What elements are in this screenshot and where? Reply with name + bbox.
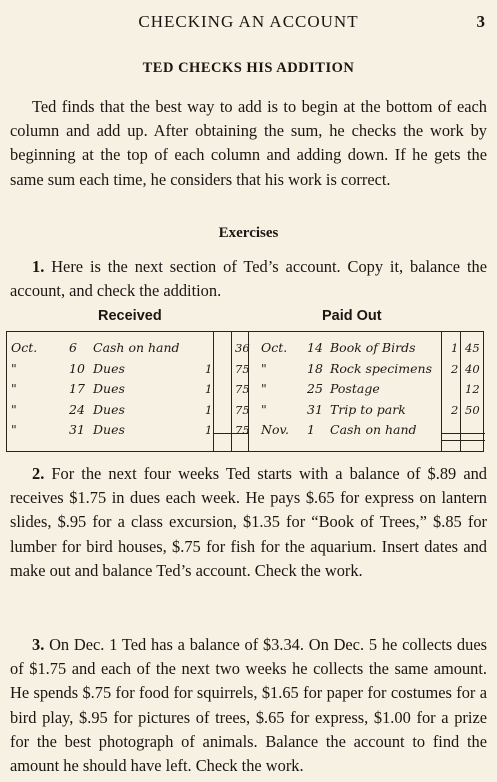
received-heading: Received	[98, 308, 162, 324]
paid-item: Book of Birds	[330, 340, 416, 355]
received-month: Oct.	[11, 340, 38, 355]
running-title: CHECKING AN ACCOUNT	[138, 12, 359, 31]
paid-cents: 45	[465, 341, 480, 355]
received-item: Dues	[93, 401, 125, 417]
paid-dollars: 2	[451, 361, 459, 376]
received-dollars: 1	[205, 361, 213, 376]
paid-total-rule	[441, 433, 485, 434]
paid-day: 25	[307, 381, 323, 396]
exercise-1-text: Here is the next section of Ted’s account. Copy it, balance the account, and check the addition.	[10, 257, 487, 301]
account-ledger	[6, 331, 484, 452]
received-cents: 75	[235, 361, 250, 376]
paid-month: "	[261, 401, 267, 417]
paid-month: "	[261, 360, 267, 376]
received-item: Dues	[93, 360, 125, 376]
received-day: 6	[69, 340, 77, 355]
paid-cents: 40	[465, 361, 480, 376]
exercise-2-number: 2.	[32, 464, 45, 483]
received-item: Dues	[93, 381, 125, 396]
received-cents: 36	[235, 341, 250, 355]
paid-item: Cash on hand	[330, 422, 417, 437]
section-title: TED CHECKS HIS ADDITION	[142, 60, 355, 76]
received-item: Dues	[93, 422, 125, 437]
received-month: "	[11, 360, 17, 376]
received-item: Cash on hand	[93, 340, 180, 355]
received-month: "	[11, 422, 17, 437]
received-cents: 75	[235, 423, 250, 437]
exercise-3	[10, 633, 487, 778]
exercise-1-number: 1.	[32, 257, 45, 276]
paid-month: "	[261, 381, 267, 396]
paid-item: Postage	[330, 381, 380, 396]
paid-out-heading: Paid Out	[322, 308, 382, 324]
exercise-3-text: On Dec. 1 Ted has a balance of $3.34. On Dec. 5 he collects dues of $1.75 and each of the next two weeks he collects the same amount. He spends $.75 for food for squirrels, $1.65 for paper for costumes for a bird play, $.95 for pictures of trees, $.65 for express, $1.00 for a prize for the best photograph of animals. Balance the account to find the amount he should have left. Check the work.	[10, 635, 487, 776]
received-day: 10	[69, 360, 85, 376]
received-dollars: 1	[205, 423, 213, 437]
received-month: "	[11, 381, 17, 396]
received-day: 17	[69, 381, 85, 396]
paid-month: Nov.	[261, 422, 290, 437]
paid-item: Rock specimens	[330, 360, 433, 376]
running-header	[10, 12, 487, 36]
exercise-2	[10, 462, 487, 583]
received-day: 31	[69, 422, 85, 437]
paid-month: Oct.	[261, 340, 288, 355]
exercise-3-number: 3.	[32, 635, 45, 654]
paid-dollars: 1	[451, 341, 459, 355]
paid-day: 18	[307, 360, 323, 376]
paid-item: Trip to park	[330, 401, 406, 417]
exercise-2-text: For the next four weeks Ted starts with a balance of $.89 and receives $1.75 in dues each week. He pays $.65 for express on lantern slides, $.95 for a class excursion, $1.35 for “Book of Trees,” $.85 for lumber for bird houses, $.75 for fish for the aquarium. Insert dates and make out and balance Ted’s account. Check the work.	[10, 464, 487, 580]
received-dollars: 1	[205, 402, 213, 417]
received-dollars: 1	[205, 382, 213, 396]
exercises-heading: Exercises	[218, 225, 279, 241]
paid-day: 14	[307, 340, 323, 355]
paid-total-rule	[441, 440, 485, 441]
paid-cents: 12	[465, 382, 480, 396]
page-number: 3	[476, 12, 485, 31]
paid-day: 31	[307, 401, 323, 417]
intro-paragraph: Ted finds that the best way to add is to begin at the bottom of each column and add up. After obtaining the sum, he checks the work by beginning at the top of each column and adding down. If he gets the same sum each time, he considers that his work is correct.	[10, 97, 487, 189]
received-cents: 75	[235, 402, 250, 417]
received-month: "	[11, 401, 17, 417]
received-cents: 75	[235, 382, 250, 396]
exercise-1	[10, 255, 487, 303]
received-day: 24	[69, 401, 85, 417]
paid-cents: 50	[465, 402, 480, 417]
paid-dollars: 2	[451, 402, 459, 417]
paid-day: 1	[307, 422, 315, 437]
